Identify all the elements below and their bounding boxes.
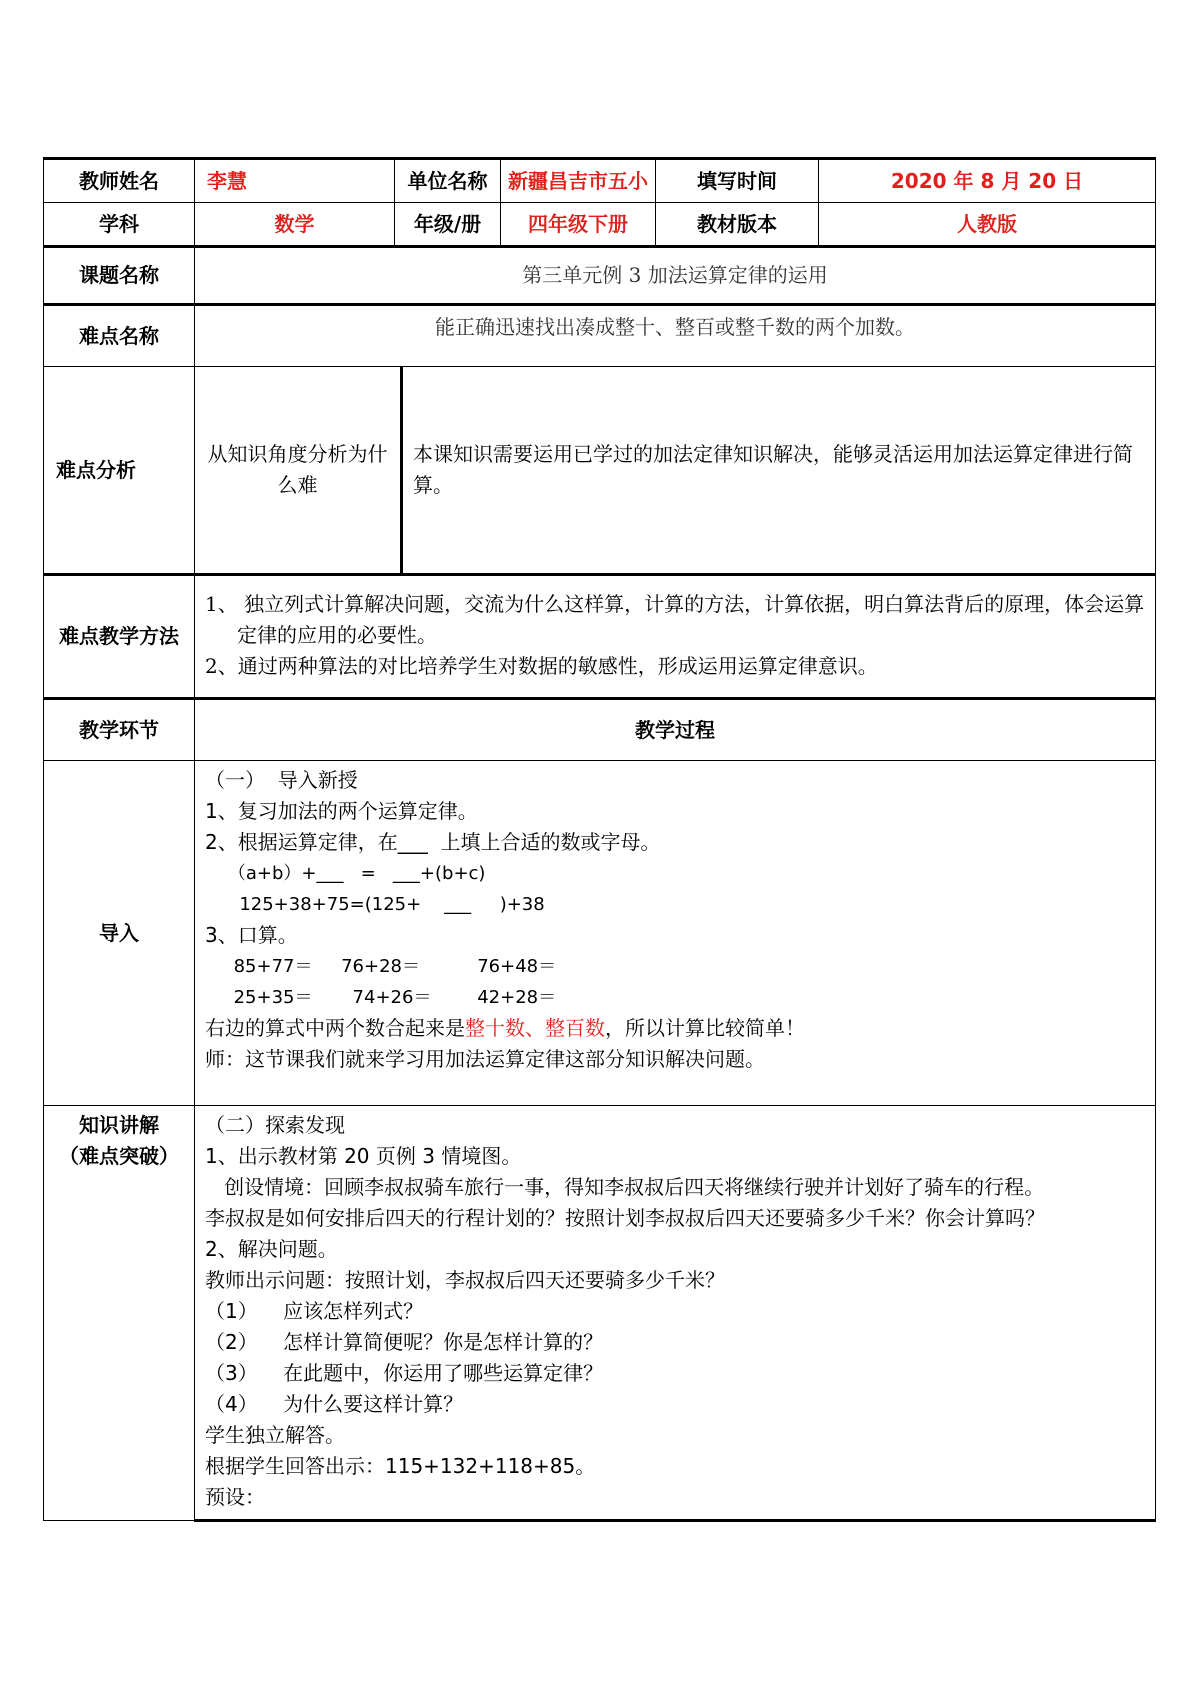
intro-line: 1、复习加法的两个运算定律。 bbox=[205, 799, 478, 823]
knowledge-line: 李叔叔是如何安排后四天的行程计划的？按照计划李叔叔后四天还要骑多少千米？你会计算吗？ bbox=[205, 1206, 1045, 1230]
fill-time-value: 2020 年 8 月 20 日 bbox=[819, 159, 1156, 203]
process-title: 教学过程 bbox=[195, 699, 1156, 761]
fill-time-label: 填写时间 bbox=[656, 159, 819, 203]
analysis-sub-label: 从知识角度分析为什么难 bbox=[207, 442, 388, 497]
method-label: 难点教学方法 bbox=[44, 575, 195, 699]
intro-line: 25+35＝ 74+26＝ 42+28＝ bbox=[205, 987, 557, 1008]
knowledge-cell bbox=[195, 1106, 1156, 1521]
topic-value: 第三单元例 3 加法运算定律的运用 bbox=[195, 247, 1156, 305]
process-stage-label: 教学环节 bbox=[44, 699, 195, 761]
teacher-name-value: 李慧 bbox=[195, 159, 395, 203]
grade-value: 四年级下册 bbox=[501, 203, 656, 247]
knowledge-line: 创设情境：回顾李叔叔骑车旅行一事，得知李叔叔后四天将继续行驶并计划好了骑车的行程。 bbox=[205, 1175, 1045, 1199]
knowledge-label-line1: 知识讲解 bbox=[79, 1113, 159, 1137]
intro-summary-highlight: 整十数、整百数 bbox=[465, 1016, 605, 1040]
unit-name-value: 新疆昌吉市五小 bbox=[501, 159, 656, 203]
edition-value: 人教版 bbox=[819, 203, 1156, 247]
knowledge-line: （3） 在此题中，你运用了哪些运算定律？ bbox=[205, 1361, 604, 1385]
intro-teacher-line: 师：这节课我们就来学习用加法运算定律这部分知识解决问题。 bbox=[205, 1047, 765, 1071]
intro-cell bbox=[195, 761, 1156, 1106]
knowledge-line: （4） 为什么要这样计算？ bbox=[205, 1392, 464, 1416]
knowledge-line: 根据学生回答出示：115+132+118+85。 bbox=[205, 1454, 596, 1478]
analysis-label: 难点分析 bbox=[44, 367, 195, 575]
knowledge-line: （1） 应该怎样列式？ bbox=[205, 1299, 424, 1323]
knowledge-line: （2） 怎样计算简便呢？你是怎样计算的？ bbox=[205, 1330, 604, 1354]
intro-line: 2、根据运算定律，在___ 上填上合适的数或字母。 bbox=[205, 830, 661, 854]
edition-label: 教材版本 bbox=[656, 203, 819, 247]
analysis-cell bbox=[195, 367, 1156, 575]
analysis-inner-table bbox=[195, 367, 1155, 573]
intro-line: 85+77＝ 76+28＝ 76+48＝ bbox=[205, 956, 557, 977]
topic-label: 课题名称 bbox=[44, 247, 195, 305]
knowledge-label-line2: （难点突破） bbox=[59, 1144, 179, 1168]
grade-label: 年级/册 bbox=[395, 203, 501, 247]
subject-label: 学科 bbox=[44, 203, 195, 247]
teacher-name-label: 教师姓名 bbox=[44, 159, 195, 203]
analysis-content: 本课知识需要运用已学过的加法定律知识解决，能够灵活运用加法运算定律进行简算。 bbox=[402, 367, 1156, 573]
knowledge-line: 预设： bbox=[205, 1485, 265, 1509]
method-item-1: 1、 独立列式计算解决问题，交流为什么这样算，计算的方法，计算依据，明白算法背后的原理，体会运算定律的应用的必要性。 bbox=[205, 592, 1145, 647]
intro-line: （a+b）+___ = ___+(b+c) bbox=[205, 863, 486, 884]
difficulty-value: 能正确迅速找出凑成整十、整百或整千数的两个加数。 bbox=[195, 305, 1156, 367]
knowledge-line: 教师出示问题：按照计划，李叔叔后四天还要骑多少千米？ bbox=[205, 1268, 725, 1292]
lesson-plan-table bbox=[43, 157, 1156, 1522]
intro-summary-post: ，所以计算比较简单！ bbox=[605, 1016, 805, 1040]
method-cell bbox=[195, 575, 1156, 699]
difficulty-label: 难点名称 bbox=[44, 305, 195, 367]
knowledge-label bbox=[44, 1106, 195, 1521]
subject-value: 数学 bbox=[195, 203, 395, 247]
knowledge-line: （二）探索发现 bbox=[205, 1113, 345, 1137]
method-item-2: 2、通过两种算法的对比培养学生对数据的敏感性，形成运用运算定律意识。 bbox=[205, 654, 878, 678]
knowledge-line: 1、出示教材第 20 页例 3 情境图。 bbox=[205, 1144, 522, 1168]
knowledge-line: 学生独立解答。 bbox=[205, 1423, 345, 1447]
intro-label: 导入 bbox=[44, 761, 195, 1106]
knowledge-line: 2、解决问题。 bbox=[205, 1237, 338, 1261]
intro-summary bbox=[205, 1013, 1145, 1044]
intro-summary-pre: 右边的算式中两个数合起来是 bbox=[205, 1016, 465, 1040]
unit-name-label: 单位名称 bbox=[395, 159, 501, 203]
intro-line: 3、口算。 bbox=[205, 923, 298, 947]
intro-line: 125+38+75=(125+ ___ )+38 bbox=[205, 894, 545, 915]
intro-line: （一） 导入新授 bbox=[205, 768, 358, 792]
